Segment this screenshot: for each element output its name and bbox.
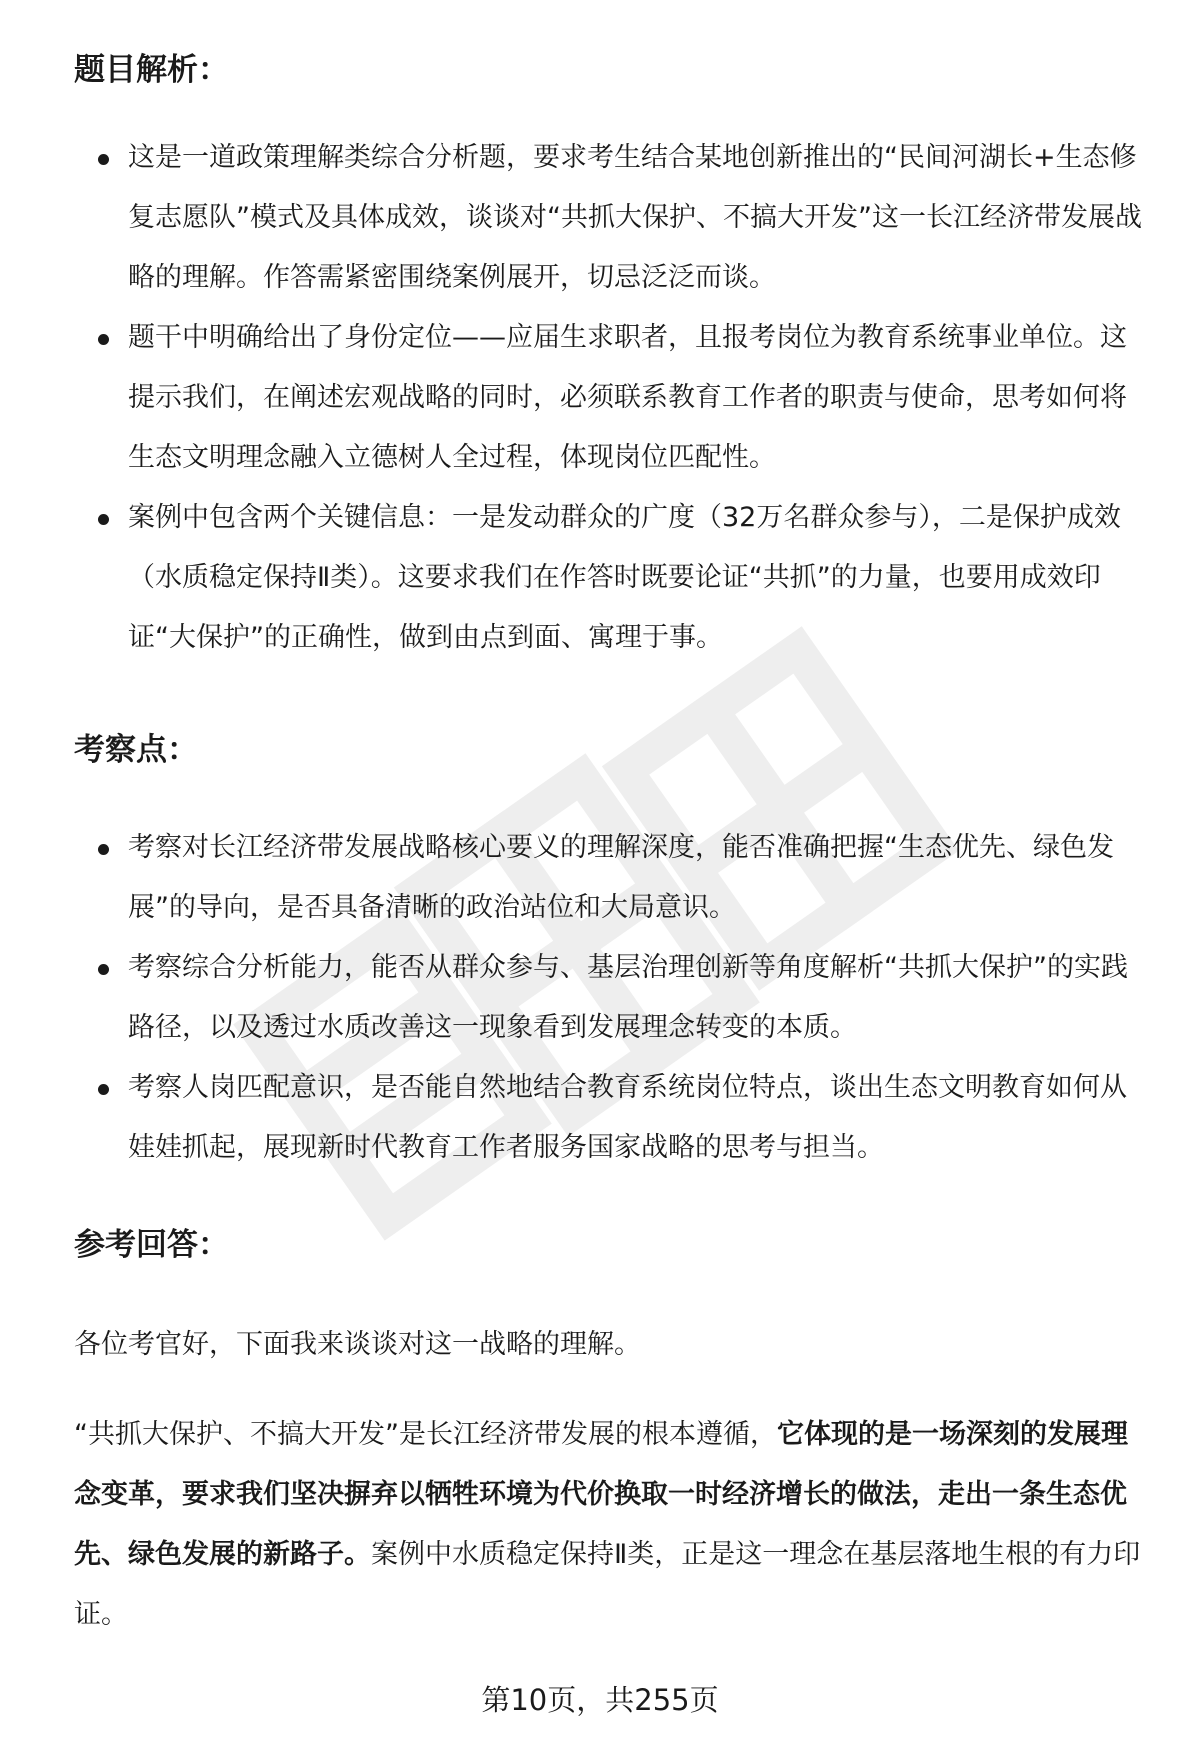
bullet-dot-icon [98,154,109,165]
answer-greeting: 各位考官好，下面我来谈谈对这一战略的理解。 [74,1329,641,1360]
list-item [74,308,1144,488]
list-item [74,818,1144,938]
points-bullet-1: 考察对长江经济带发展战略核心要义的理解深度，能否准确把握“生态优先、绿色发展”的导向，是否具备清晰的政治站位和大局意识。 [128,832,1114,923]
answer-para-tail: 案例中水质稳定保持Ⅱ类，正是这一理念在基层落地生根的有力印证。 [74,1539,1141,1630]
list-item [74,488,1144,668]
analysis-list [74,128,1144,668]
points-bullet-3: 考察人岗匹配意识，是否能自然地结合教育系统岗位特点，谈出生态文明教育如何从娃娃抓起，展现新时代教育工作者服务国家战略的思考与担当。 [128,1072,1127,1163]
heading-analysis: 题目解析： [74,52,229,88]
heading-answer: 参考回答： [74,1227,229,1263]
points-list [74,818,1144,1178]
bullet-dot-icon [98,334,109,345]
analysis-bullet-2: 题干中明确给出了身份定位——应届生求职者，且报考岗位为教育系统事业单位。这提示我们，在阐述宏观战略的同时，必须联系教育工作者的职责与使命，思考如何将生态文明理念融入立德树人全过程，体现岗位匹配性。 [128,322,1127,473]
list-item [74,128,1144,308]
analysis-bullet-1: 这是一道政策理解类综合分析题，要求考生结合某地创新推出的“民间河湖长+生态修复志愿队”模式及具体成效，谈谈对“共抓大保护、不搞大开发”这一长江经济带发展战略的理解。作答需紧密围绕案例展开，切忌泛泛而谈。 [128,142,1142,293]
heading-points: 考察点： [74,732,198,768]
bullet-dot-icon [98,514,109,525]
bullet-dot-icon [98,844,109,855]
list-item [74,1058,1144,1178]
bullet-dot-icon [98,964,109,975]
points-bullet-2: 考察综合分析能力，能否从群众参与、基层治理创新等角度解析“共抓大保护”的实践路径，以及透过水质改善这一现象看到发展理念转变的本质。 [128,952,1128,1043]
list-item [74,938,1144,1058]
answer-paragraph [74,1405,1144,1645]
bullet-dot-icon [98,1084,109,1095]
answer-para-bold: 它体现的是一场深刻的发展理念变革，要求我们坚决摒弃以牺牲环境为代价换取一时经济增长的做法，走出一条生态优先、绿色发展的新路子。 [74,1419,1128,1570]
analysis-bullet-3: 案例中包含两个关键信息：一是发动群众的广度（32万名群众参与），二是保护成效（水质稳定保持Ⅱ类）。这要求我们在作答时既要论证“共抓”的力量，也要用成效印证“大保护”的正确性，做到由点到面、寓理于事。 [128,502,1121,653]
answer-para-lead: “共抓大保护、不搞大开发”是长江经济带发展的根本遵循， [74,1419,777,1450]
page-number: 第10页，共255页 [481,1683,719,1717]
